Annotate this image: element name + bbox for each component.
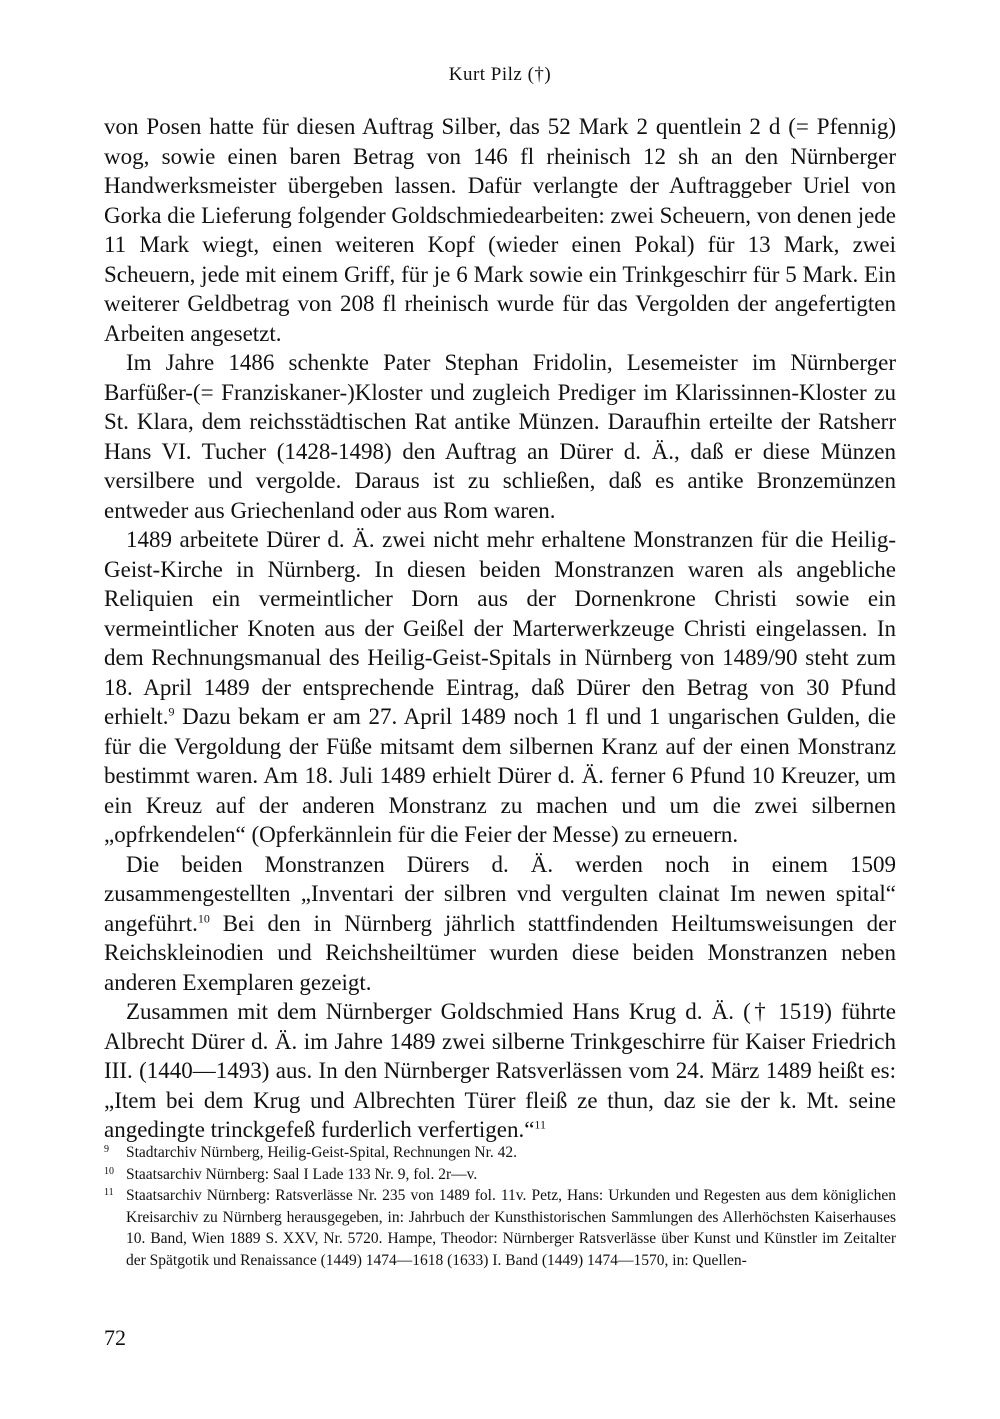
paragraph-3-text-after: Dazu bekam er am 27. April 1489 noch 1 fl und 1 ungarischen Gulden, die für die Vergoldung der Füße mitsamt dem silbernen Kranz auf der einen Monstranz bestimmt waren. Am 18. Juli 1489 erhielt Dürer d. Ä. ferner 6 Pfund 10 Kreuzer, um ein Kreuz auf der anderen Monstranz zu machen und um die zwei silbernen „opfrkendelen“ (Opferkännlein für die Feier der Messe) zu erneuern. — [104, 704, 896, 847]
footnote-text: Stadtarchiv Nürnberg, Heilig-Geist-Spital, Rechnungen Nr. 42. — [126, 1144, 518, 1161]
paragraph-4-text-before: Die beiden Monstranzen Dürers d. Ä. werden noch in einem 1509 zusammengestellten „Inventari der silbren vnd vergulten clainat Im newen spital“ angeführt. — [104, 851, 896, 936]
footnote-number: 11 — [104, 1187, 114, 1198]
footnote-ref-10[interactable]: 10 — [197, 910, 210, 925]
paragraph-2: Im Jahre 1486 schenkte Pater Stephan Fridolin, Lesemeister im Nürnberger Barfüßer-(= Franziskaner-)Kloster und zugleich Prediger im Klarissinnen-Kloster zu St. Klara, dem reichsstädtischen Rat antike Münzen. Daraufhin erteilte der Ratsherr Hans VI. Tucher (1428-1498) den Auftrag an Dürer d. Ä., daß er diese Münzen versilbere und vergolde. Daraus ist zu schließen, daß es antike Bronzemünzen entweder aus Griechenland oder aus Rom waren. — [104, 350, 896, 523]
footnote-text: Staatsarchiv Nürnberg: Saal I Lade 133 Nr. 9, fol. 2r—v. — [126, 1165, 478, 1183]
paragraph-5 — [104, 997, 896, 1145]
footnote-ref-9[interactable]: 9 — [168, 704, 175, 719]
body-text — [104, 112, 896, 1145]
footnote-11 — [104, 1185, 896, 1271]
footnote-number: 9 — [104, 1144, 109, 1155]
footnote-number: 10 — [104, 1165, 114, 1177]
footnote-text: Staatsarchiv Nürnberg: Ratsverlässe Nr. 235 von 1489 fol. 11v. Petz, Hans: Urkunden und Regesten aus dem königlichen Kreisarchiv zu Nürnberg herausgegeben, in: Jahrbuch der Kunsthistorischen Sammlungen des Allerhöchsten Kaiserhauses 10. Band, Wien 1889 S. XXV, Nr. 5720. Hampe, Theodor: Nürnberger Ratsverlässe über Kunst und Künstler im Zeitalter der Spätgotik und Renaissance (1449) 1474—1618 (1633) I. Band (1449) 1474—1570, in: Quellen- — [126, 1187, 896, 1269]
paragraph-4 — [104, 850, 896, 998]
footnotes — [104, 1142, 896, 1271]
footnote-ref-11[interactable]: 11 — [534, 1117, 546, 1132]
paragraph-1: von Posen hatte für diesen Auftrag Silber, das 52 Mark 2 quentlein 2 d (= Pfennig) wog, sowie einen baren Betrag von 146 fl rheinisch 12 sh an den Nürnberger Handwerksmeister übergeben lassen. Dafür verlangte der Auftraggeber Uriel von Gorka die Lieferung folgender Goldschmiedearbeiten: zwei Scheuern, von denen jede 11 Mark wiegt, einen weiteren Kopf (wieder einen Pokal) für 13 Mark, zwei Scheuern, jede mit einem Griff, für je 6 Mark sowie ein Trinkgeschirr für 5 Mark. Ein weiterer Geldbetrag von 208 fl rheinisch wurde für das Vergolden der angefertigten Arbeiten angesetzt. — [104, 114, 896, 346]
running-head: Kurt Pilz (†) — [448, 64, 552, 85]
footnote-10 — [104, 1164, 896, 1186]
page-number: 72 — [104, 1325, 126, 1350]
paragraph-3 — [104, 525, 896, 850]
paragraph-4-text-after: Bei den in Nürnberg jährlich stattfindenden Heiltumsweisungen der Reichskleinodien und Reichsheiltümer wurden diese beiden Monstranzen neben anderen Exemplaren gezeigt. — [104, 910, 896, 995]
footnote-9 — [104, 1142, 896, 1164]
paragraph-5-text-before: Zusammen mit dem Nürnberger Goldschmied Hans Krug d. Ä. († 1519) führte Albrecht Dürer d. Ä. im Jahre 1489 zwei silberne Trinkgeschirre für Kaiser Friedrich III. (1440—1493) aus. In den Nürnberger Ratsverlässen vom 24. März 1489 heißt es: „Item bei dem Krug und Albrechten Türer fleiß ze thun, daz sie der k. Mt. seine angedingte trinckgefeß furderlich verfertigen.“ — [104, 999, 896, 1142]
paragraph-3-text-before: 1489 arbeitete Dürer d. Ä. zwei nicht mehr erhaltene Monstranzen für die Heilig-Geist-Kirche in Nürnberg. In diesen beiden Monstranzen waren als angebliche Reliquien ein vermeintlicher Dorn aus der Dornenkrone Christi sowie ein vermeintlicher Knoten aus der Geißel der Marterwerkzeuge Christi eingelassen. In dem Rechnungsmanual des Heilig-Geist-Spitals in Nürnberg von 1489/90 steht zum 18. April 1489 der entsprechende Eintrag, daß Dürer den Betrag von 30 Pfund erhielt. — [104, 527, 896, 729]
